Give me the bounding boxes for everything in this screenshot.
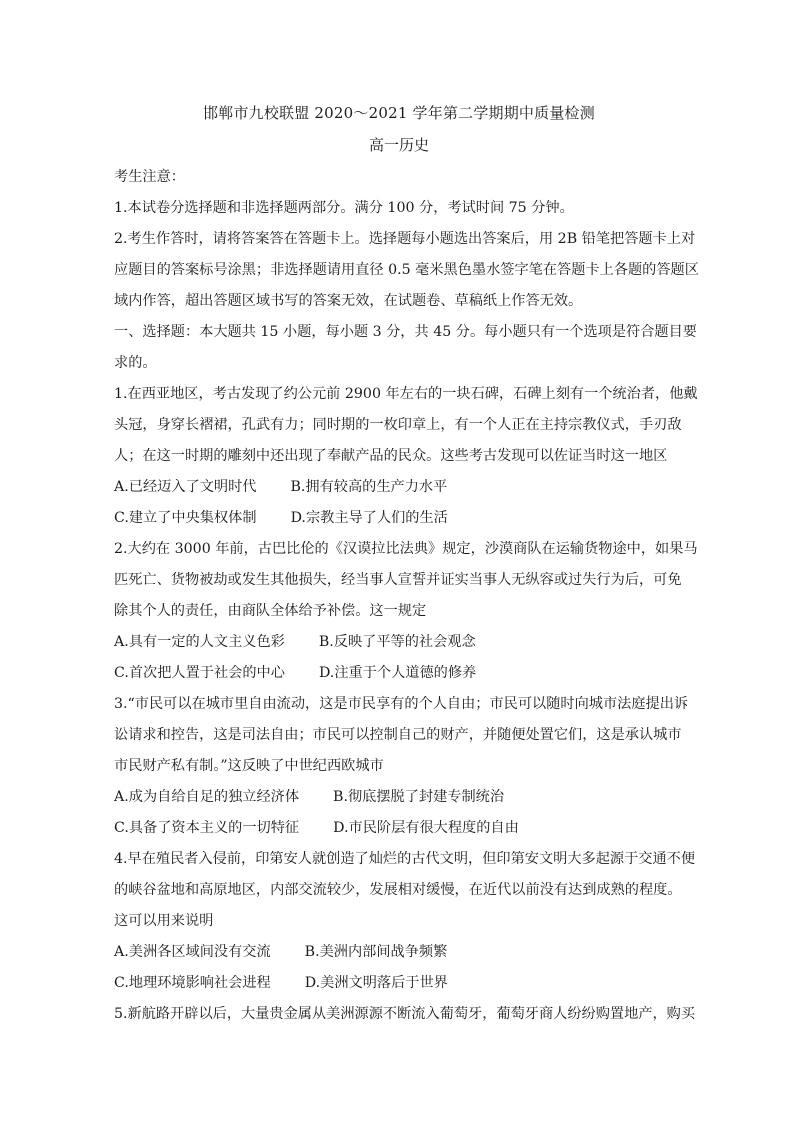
question-3-options-cd: [114, 813, 684, 844]
notice-item-2-line-3: 域内作答，超出答题区域书写的答案无效，在试题卷、草稿纸上作答无效。: [114, 293, 583, 309]
question-2-option-b: B.反映了平等的社会观念: [318, 634, 476, 650]
question-3-line-1: 3.“市民可以在城市里自由流动，这是市民享有的个人自由；市民可以随时向城市法庭提出诉: [114, 696, 689, 712]
question-3-line-2: 讼请求和控告，这是司法自由；市民可以控制自己的财产，并随便处置它们，这是承认城市: [114, 727, 682, 743]
question-5: [114, 999, 696, 1030]
exam-title: 邯郸市九校联盟 2020～2021 学年第二学期期中质量检测: [203, 104, 595, 122]
question-3-options-ab: [114, 782, 684, 813]
question-1: [114, 379, 698, 534]
question-3-option-a: A.成为自给自足的独立经济体: [114, 789, 300, 805]
question-2: [114, 534, 698, 689]
section-instructions-line-1: 一、选择题：本大题共 15 小题，每小题 3 分，共 45 分。每小题只有一个选项是符合题目要: [114, 324, 697, 340]
question-4-option-a: A.美洲各区域间没有交流: [114, 944, 271, 960]
question-1-option-c: C.建立了中央集权体制: [114, 510, 257, 526]
question-4-options-cd: [114, 968, 684, 999]
question-2-option-d: D.注重于个人道德的修养: [318, 665, 477, 681]
question-3-option-b: B.彻底摆脱了封建专制统治: [333, 789, 505, 805]
notice-section: [114, 162, 699, 317]
question-1-option-d: D.宗教主导了人们的生活: [290, 510, 448, 526]
question-1-option-a: A.已经迈入了文明时代: [114, 479, 257, 495]
question-4-option-c: C.地理环境影响社会进程: [114, 975, 271, 991]
question-3-option-d: D.市民阶层有很大程度的自由: [333, 820, 519, 836]
section-instructions-line-2: 求的。: [114, 355, 157, 371]
question-4-line-1: 4.早在殖民者入侵前，印第安人就创造了灿烂的古代文明，但印第安文明大多起源于交通不便: [114, 851, 696, 867]
question-4-line-2: 的峡谷盆地和高原地区，内部交流较少，发展相对缓慢，在近代以前没有达到成熟的程度。: [114, 882, 682, 898]
question-1-line-3: 人；在这一时期的雕刻中还出现了奉献产品的民众。这些考古发现可以佐证当时这一地区: [114, 448, 668, 464]
question-1-options-ab: [114, 472, 684, 503]
notice-item-1: 1.本试卷分选择题和非选择题两部分。满分 100 分，考试时间 75 分钟。: [114, 200, 574, 216]
question-5-line-1: 5.新航路开辟以后，大量贵金属从美洲源源不断流入葡萄牙，葡萄牙商人纷纷购置地产，购买: [114, 1006, 696, 1022]
question-1-line-2: 头冠，身穿长褶裙，孔武有力；同时期的一枚印章上，有一个人正在主持宗教仪式，手刃敌: [114, 417, 682, 433]
question-3-option-c: C.具备了资本主义的一切特征: [114, 820, 300, 836]
question-2-line-1: 2.大约在 3000 年前，古巴比伦的《汉谟拉比法典》规定，沙漠商队在运输货物途中，如果马: [114, 541, 698, 557]
notice-heading: 考生注意：: [114, 169, 185, 185]
notice-item-2-line-1: 2.考生作答时，请将答案答在答题卡上。选择题每小题选出答案后，用 2B 铅笔把答题卡上对: [114, 231, 696, 247]
question-2-option-a: A.具有一定的人文主义色彩: [114, 634, 285, 650]
question-2-options-cd: [114, 658, 684, 689]
question-3-line-3: 市民财产私有制。”这反映了中世纪西欧城市: [114, 758, 384, 774]
question-1-options-cd: [114, 503, 684, 534]
question-3: [114, 689, 689, 844]
question-4-options-ab: [114, 937, 684, 968]
notice-item-2-line-2: 应题目的答案标号涂黑；非选择题请用直径 0.5 毫米黑色墨水签字笔在答题卡上各题的答题区: [114, 262, 699, 278]
question-4-option-b: B.美洲内部间战争频繁: [304, 944, 448, 960]
section-multiple-choice: [114, 317, 697, 379]
question-2-line-3: 除其个人的责任，由商队全体给予补偿。这一规定: [114, 603, 427, 619]
question-1-line-1: 1.在西亚地区，考古发现了约公元前 2900 年左右的一块石碑，石碑上刻有一个统治者，他戴: [114, 386, 698, 402]
question-2-line-2: 匹死亡、货物被劫或发生其他损失，经当事人宣誓并证实当事人无纵容或过失行为后，可免: [114, 572, 682, 588]
question-1-option-b: B.拥有较高的生产力水平: [290, 479, 448, 495]
exam-subject: 高一历史: [368, 136, 429, 154]
question-4: [114, 844, 696, 999]
question-2-option-c: C.首次把人置于社会的中心: [114, 665, 285, 681]
question-4-line-3: 这可以用来说明: [114, 913, 214, 929]
question-2-options-ab: [114, 627, 684, 658]
question-4-option-d: D.美洲文明落后于世界: [304, 975, 448, 991]
